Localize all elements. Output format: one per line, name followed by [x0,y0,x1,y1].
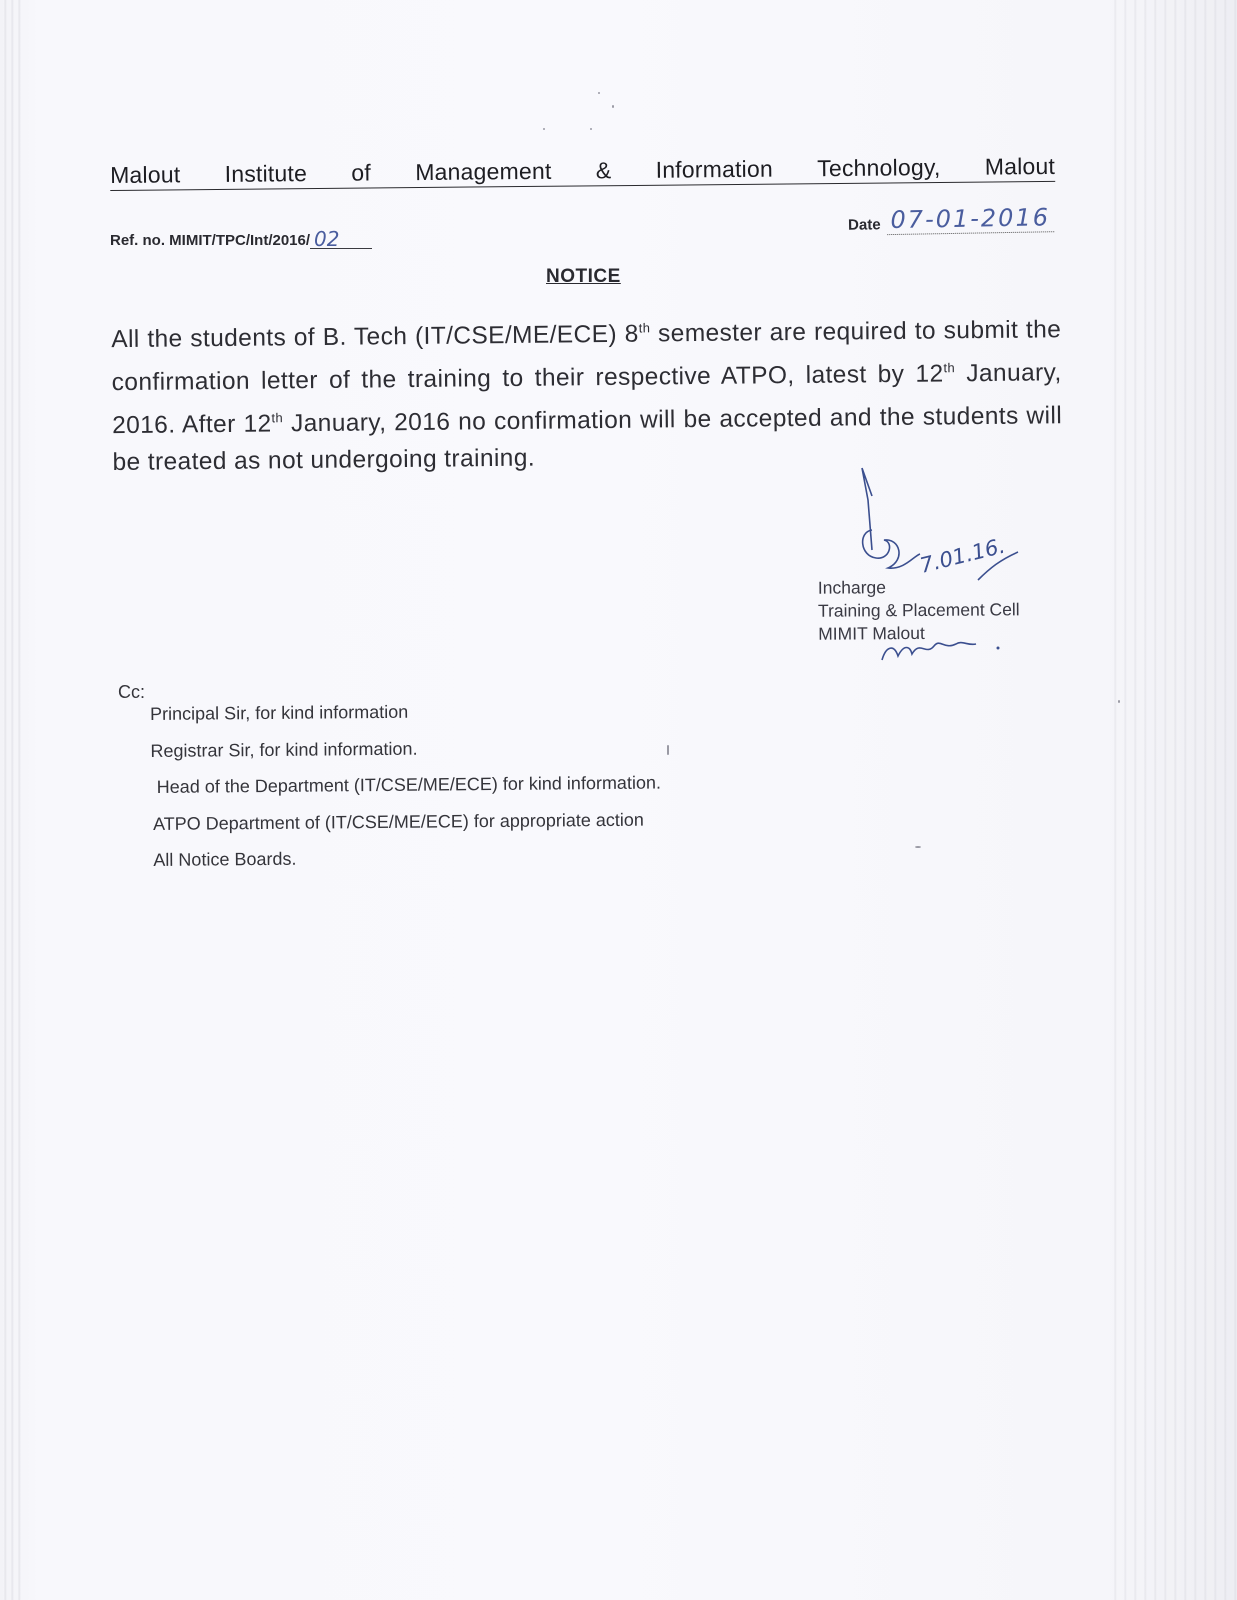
heading-word: Technology, [817,154,941,182]
date-field [848,203,1054,236]
cc-item: Principal Sir, for kind information [150,701,409,724]
scan-speck [1118,700,1120,703]
body-text: All the students of B. Tech (IT/CSE/ME/ECE) 8 [111,320,639,354]
cc-item: All Notice Boards. [153,848,297,870]
superscript: th [271,410,284,426]
cc-item: Head of the Department (IT/CSE/ME/ECE) for kind information. [156,772,662,797]
scan-speck [543,128,545,130]
reference-label: Ref. no. MIMIT/TPC/Int/2016/ [110,232,311,249]
heading-word: Malout [110,161,181,188]
body-text: January, 2016. After 12 [112,359,1062,440]
notice-title: NOTICE [546,266,621,287]
body-text: semester are required to submit the confirmation letter of the training to their respective ATPO, latest by 12 [111,316,1062,397]
signatory-title: Incharge [817,577,887,598]
cc-item: ATPO Department of (IT/CSE/ME/ECE) for appropriate action [152,809,644,834]
institute-heading [110,153,1055,191]
notice-body [111,305,1063,481]
signature-stroke [882,643,976,660]
cc-item: Registrar Sir, for kind information. [150,738,418,761]
scan-speck [612,105,614,108]
superscript: th [943,360,956,376]
body-text: January, 2016 no confirmation will be accepted and the students will be treated as not undergoing training. [112,402,1063,477]
scan-speck [915,846,921,848]
heading-word: Information [655,155,774,183]
heading-word: of [351,159,372,186]
reference-handwritten-number: 02 [310,230,372,249]
signatory-organization: MIMIT Malout [818,622,925,644]
signatory-block [818,575,1020,645]
date-label: Date [847,216,881,234]
scan-speck [598,92,600,94]
cc-label: Cc: [118,682,145,702]
signature-dot [997,647,1000,650]
cc-list [150,698,662,885]
signatory-department: Training & Placement Cell [817,599,1020,621]
scan-speck [667,745,669,755]
superscript: th [638,320,651,336]
heading-word: Institute [224,160,308,187]
signature-date: 7.01.16. [917,533,1008,578]
date-handwritten-value: 07-01-2016 [886,203,1054,235]
heading-word: Malout [984,152,1056,180]
heading-word: Management [415,157,552,186]
heading-word: & [595,157,612,184]
scan-speck [590,128,592,130]
reference-number [110,227,372,251]
scan-streaks-left [0,0,22,1600]
scan-streaks-right [1107,0,1237,1600]
